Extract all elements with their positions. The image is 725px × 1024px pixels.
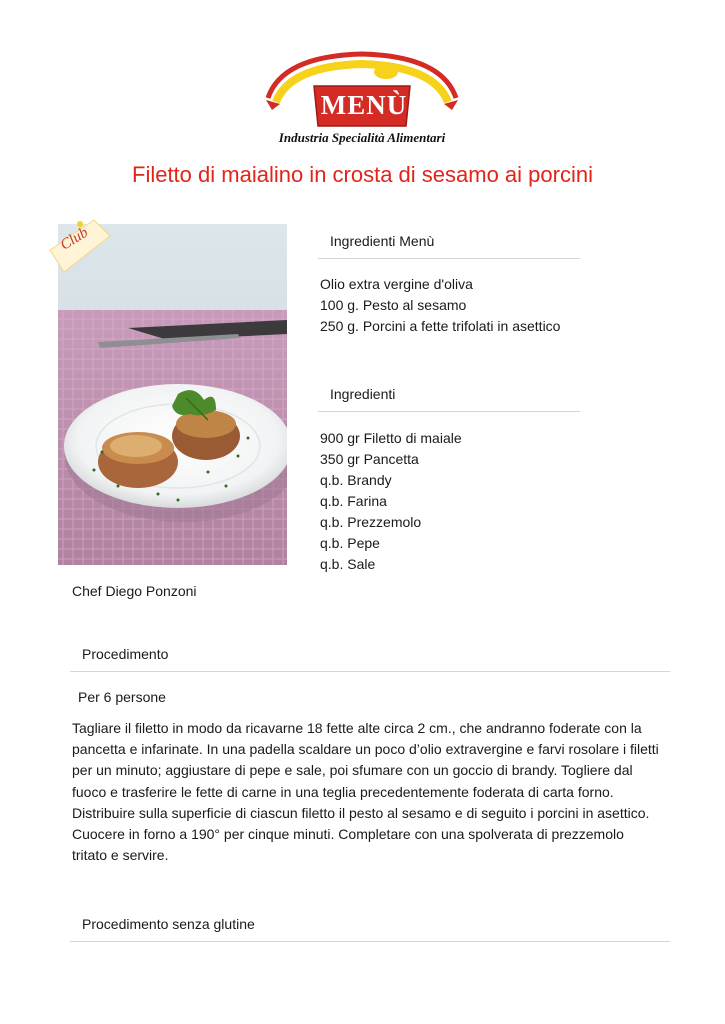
divider — [70, 941, 670, 942]
procedure-heading: Procedimento — [82, 646, 169, 662]
gluten-free-heading: Procedimento senza glutine — [82, 916, 255, 932]
servings: Per 6 persone — [78, 689, 166, 705]
brand-logo — [262, 46, 462, 154]
logo-wordmark: MENÙ — [320, 90, 408, 120]
list-item: 900 gr Filetto di maiale — [320, 430, 462, 446]
list-item: q.b. Brandy — [320, 472, 392, 488]
list-item: q.b. Pepe — [320, 535, 380, 551]
list-item: q.b. Sale — [320, 556, 376, 572]
divider — [318, 411, 580, 412]
list-item: q.b. Farina — [320, 493, 387, 509]
list-item: Olio extra vergine d'oliva — [320, 276, 473, 292]
ingredients-heading: Ingredienti — [330, 386, 396, 402]
list-item: 100 g. Pesto al sesamo — [320, 297, 467, 313]
procedure-text: Tagliare il filetto in modo da ricavarne 18 fette alte circa 2 cm., che andranno foderate con la pancetta e infarinate. In una padella scaldare un poco d’olio extravergine e farvi rosolare i filetti per un minuto; aggiustare di pepe e sale, poi sfumare con un goccio di brandy. Togliere dal fuoco e trasferire le fette di carne in una teglia precedentemente foderata di carta forno. Distribuire sulla superficie di ciascun filetto il pesto al sesamo e di seguito i porcini in asettico. Cuocere in forno a 190° per cinque minuti. Completare con una spolverata di prezzemolo tritato e servire. — [72, 720, 659, 864]
chef-name: Chef Diego Ponzoni — [72, 583, 197, 599]
list-item: 350 gr Pancetta — [320, 451, 419, 467]
list-item: 250 g. Porcini a fette trifolati in asettico — [320, 318, 561, 334]
menu-ingredients-list — [320, 274, 560, 337]
badge-label: Club — [57, 224, 91, 254]
list-item: q.b. Prezzemolo — [320, 514, 422, 530]
menu-ingredients-heading: Ingredienti Menù — [330, 233, 435, 249]
ingredients-list — [320, 428, 462, 575]
club-badge — [44, 216, 114, 276]
divider — [318, 258, 580, 259]
logo-tagline: Industria Specialità Alimentari — [278, 130, 446, 145]
divider — [70, 671, 670, 672]
recipe-title: Filetto di maialino in crosta di sesamo ai porcini — [132, 162, 593, 187]
